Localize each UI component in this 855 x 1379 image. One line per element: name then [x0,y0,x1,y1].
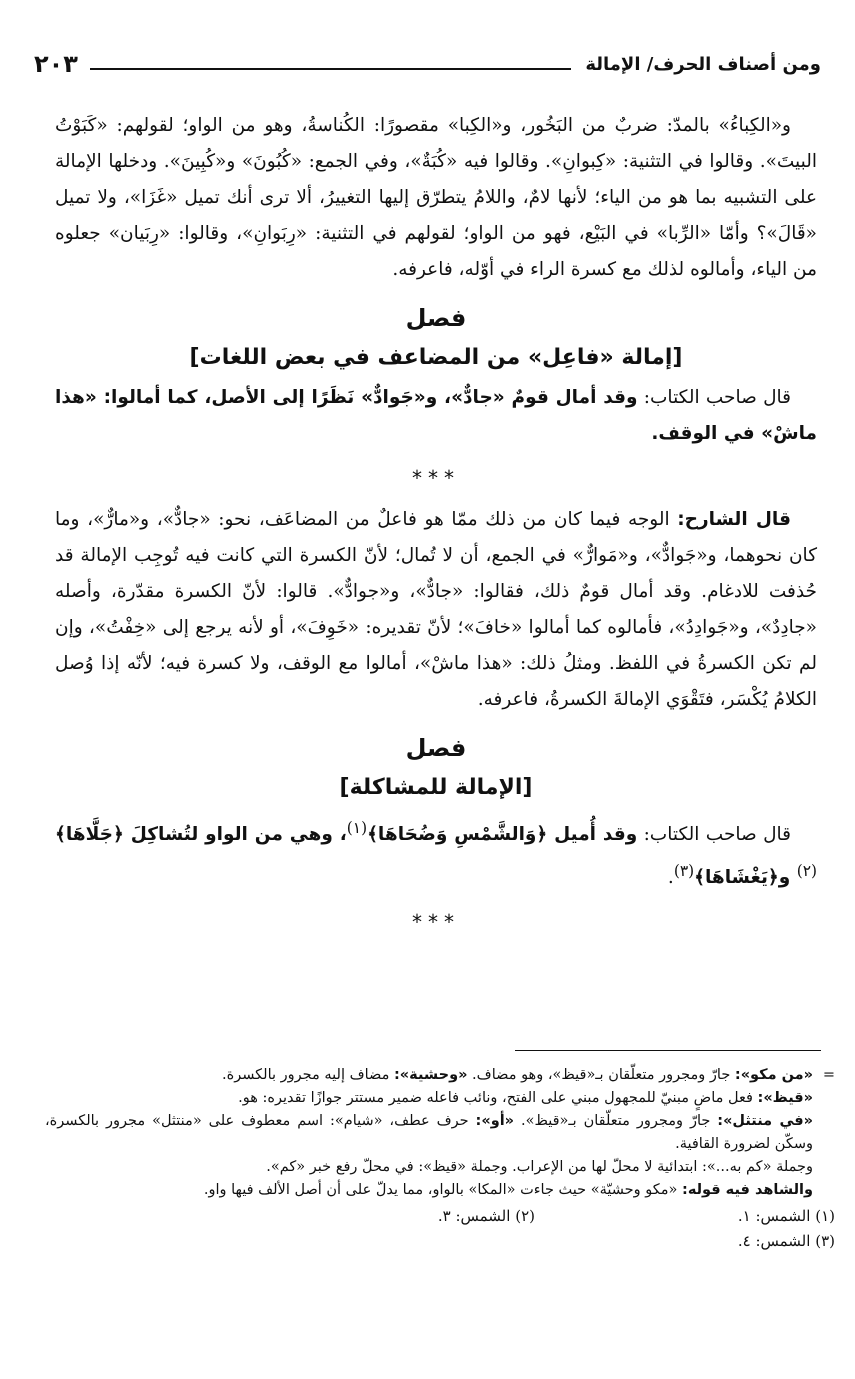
footnote-source: الشمس: ١. [737,1207,811,1225]
footnote-ref-item [535,1229,835,1254]
footnote-term: «قيظ»: [757,1090,813,1106]
quote-text: و﴿يَغْشَاهَا﴾ [694,867,797,889]
continuation-mark: = [822,1067,835,1083]
intro-paragraph: و«الكِباءُ» بالمدّ: ضربٌ من البَخُور، و«الكِبا» مقصورًا: الكُناسةُ، وهو من الواو؛ لقولهم: «كَبَوْتُ البيتَ». وقالوا في التثنية: «كِبوانِ». وقالوا فيه «كُبَةٌ»، وفي الجمع: «كُبُونَ» و«كُبِينَ». ودخلها الإمالة على التشبيه بما هو من الياء؛ لأنها لامٌ، واللامُ يتطرّق إليها التغييرُ، ألا ترى أنك تميل «غَزَا»، ولا تميل «قَالَ»؟ وأمّا «الرِّبا» في البَيْع، فهو من الواو؛ لقولهم في التثنية: «رِبَوانِ»، وقالوا: «رِبَيان» جعلوه من الياء، وأمالوه لذلك مع كسرة الراء في أوّله، فاعرفه. [55,115,817,280]
footnote-text: حرف عطف، «شيام»: اسم معطوف على «منتثل» مجرور بالكسرة، وسكّن لضرورة القافية. [45,1113,813,1152]
footnote-term: «وحشية»: [393,1067,468,1083]
footnote-number: (٣) [815,1232,835,1250]
quote-text: ، وهي من الواو لتُشاكِلَ ﴿جَلَّاهَا﴾ [55,824,347,846]
footnote-text: جارّ ومجرور متعلّقان بـ«قيظ»، وهو مضاف. [467,1067,735,1083]
footnote-line [45,1179,835,1202]
commentary-paragraph [55,502,817,718]
footnote-line [45,1087,835,1110]
footnote-term: «في منتثل»: [717,1113,814,1129]
footnote-ref-item [535,1204,835,1229]
footnote-source: الشمس: ٣. [437,1207,511,1225]
author-quote [55,810,817,896]
footnote-term: «من مكو»: [734,1067,813,1083]
footnote-text: جارّ ومجرور متعلّقان بـ«قيظ». [514,1113,718,1129]
author-quote [55,380,817,452]
footnote-rule [515,1050,821,1051]
footnote-references [45,1204,835,1254]
quote-text: وقد أُميل ﴿وَالشَّمْسِ وَضُحَاهَا﴾ [367,824,638,846]
section-heading: فصل [405,734,467,762]
footnote-text: وجملة «كم به...»: ابتدائية لا محلّ لها من الإعراب. وجملة «قيظ»: في محلّ رفع خبر «كم». [266,1159,813,1175]
quote-label: قال صاحب الكتاب: [643,824,791,846]
page-header [34,44,821,84]
footnote-ref: (٢) [796,862,817,881]
footnote-term: «أو»: [475,1113,515,1129]
page-number: ٢٠٣ [34,50,78,78]
footnote-text: مضاف إليه مجرور بالكسرة. [222,1067,394,1083]
footnotes [45,1064,835,1254]
footnote-text: فعل ماضٍ مبنيّ للمجهول مبني على الفتح، ونائب فاعله ضمير مستتر جوازًا تقديره: هو. [238,1090,758,1106]
header-rule [90,68,571,70]
commentator-label: قال الشارح: [677,509,791,530]
section-subheading: [إمالة «فاعِل» من المضاعف في بعض اللغات] [189,345,683,370]
section-subheading: [الإمالة للمشاكلة] [339,775,533,800]
footnote-ref-item [235,1204,535,1229]
quote-label: قال صاحب الكتاب: [643,387,791,408]
footnote-number: (٢) [515,1207,535,1225]
section-heading: فصل [405,304,467,332]
quote-text: وقد أمال قومٌ «جادٌّ»، و«جَوادٌّ» نَظَرًا إلى الأصل، كما أمالوا: «هذا ماشْ» في الوقف. [55,387,817,444]
section-divider-stars: *** [412,466,460,490]
footnote-ref-row [45,1204,835,1229]
footnote-line [45,1110,835,1156]
footnote-number: (١) [815,1207,835,1225]
footnote-ref: (٣) [673,862,695,881]
footnote-line [45,1064,835,1087]
footnote-text: «مكو وحشيّة» حيث جاءت «المكا» بالواو، مما يدلّ على أن أصل الألف فيها واو. [203,1182,683,1198]
quote-end: . [667,867,674,889]
running-head-title: ومن أصناف الحرف/ الإمالة [585,53,821,75]
footnote-line [45,1156,835,1179]
section-divider-stars: *** [412,910,460,935]
footnote-source: الشمس: ٤. [737,1232,811,1250]
footnote-term: والشاهد فيه قوله: [682,1182,813,1198]
commentary-text: الوجه فيما كان من ذلك ممّا هو فاعلٌ من المضاعَف، نحو: «جادٌّ»، و«مارٌّ»، وما كان نحوهما، و«جَوادٌّ»، و«مَوارٌّ» في الجمع، أن لا تُمال؛ لأنّ الكسرة التي كانت فيه تُوجِب الإمالة قد حُذفت للادغام. وقد أمال قومٌ ذلك، فقالوا: «جادٌّ»، و«جوادٌّ». قالوا: لأنّ الكسرة مقدّرة، وأصله «جادِدٌ»، و«جَوادِدُ»، فأمالوه كما أمالوا «خافَ»؛ لأنّ تقديره: «خَوِفَ»، أو لأنه يرجع إلى «خِفْتُ»، وإن لم تكن الكسرةُ في اللفظ. ومثلُ ذلك: «هذا ماشْ»، أمالوا مع الوقف، ولا كسرة فيه؛ لأنّه إذا وُصل الكلامُ يُكْسَر، فتَقْوَي الإمالةَ الكسرةُ، فاعرفه. [55,509,817,710]
footnote-ref: (١) [346,819,368,837]
footnote-ref-row [45,1229,835,1254]
main-text [55,108,817,946]
